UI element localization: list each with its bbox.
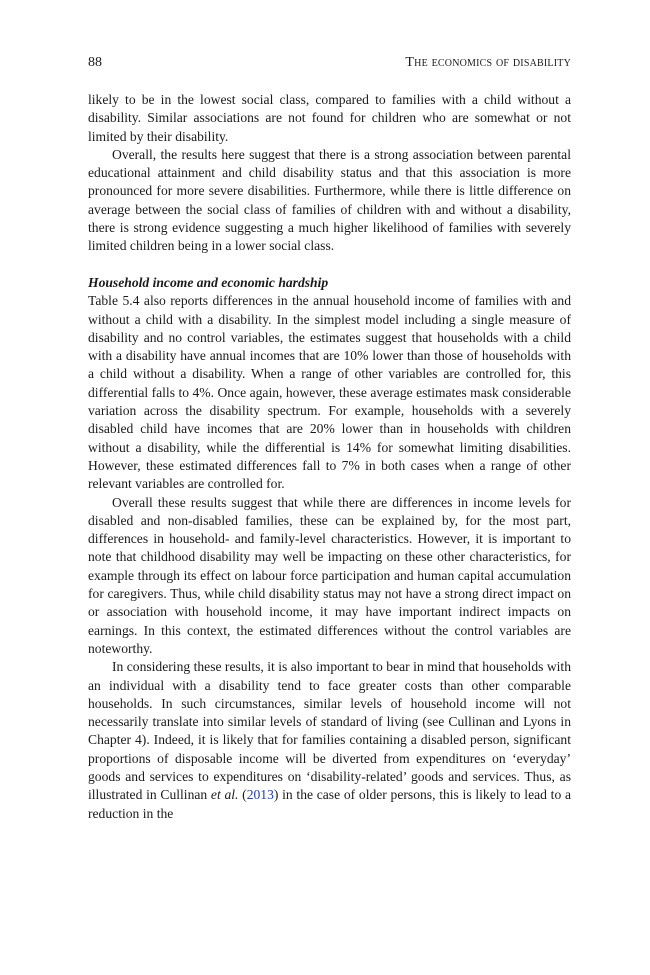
page-number: 88 xyxy=(88,55,102,70)
et-al-text: et al. xyxy=(210,787,239,803)
paragraph-5 xyxy=(88,658,571,823)
body-text xyxy=(88,91,571,823)
paragraph-1: likely to be in the lowest social class, compared to families with a child without a disability. Similar associations are not found for children who are somewhat or not limited by their disability. xyxy=(88,92,571,144)
citation-link-2013[interactable]: 2013 xyxy=(246,787,274,803)
running-head xyxy=(88,55,571,75)
paragraph-2: Overall, the results here suggest that there is a strong association between parental educational attainment and child disability status and that this association is more pronounced for more severe disabilities. Furthermore, while there is little difference on average between the social class of families of children with and without a disability, there is strong evidence suggesting a much higher likelihood of families with severely limited children being in a lower social class. xyxy=(88,146,571,254)
paragraph-3: Table 5.4 also reports differences in the annual household income of families with and without a child with a disability. In the simplest model including a single measure of disability and no control variables, the estimates suggest that households with a child with a disability have annual incomes that are 10% lower than those of households with a child without a disability. When a range of other variables are controlled for, this differential falls to 4%. Once again, however, these average estimates mask considerable variation across the disability spectrum. For example, households with a severely disabled child have incomes that are 20% lower than in households with children without a disability, while the differential is 14% for somewhat limiting disabilities. However, these estimated differences fall to 7% in both cases when a range of other relevant variables are controlled for. xyxy=(88,293,571,492)
paragraph-5-paren: ( xyxy=(238,787,247,803)
paragraph-5-text-start: In considering these results, it is also important to bear in mind that households with an individual with a disability tend to face greater costs than other comparable households. In such circumstances, similar levels of household income will not necessarily translate into similar levels of standard of living (see Cullinan and Lyons in Chapter 4). Indeed, it is likely that for families containing a disabled person, significant proportions of disposable income will be diverted from expenditures on ‘everyday’ goods and services to expenditures on ‘disability-related’ goods and services. Thus, as illustrated in Cullinan xyxy=(88,659,571,803)
paragraph-4: Overall these results suggest that while there are differences in income levels for disabled and non-disabled families, these can be explained by, for the most part, differences in household- and family-level characteristics. However, it is important to note that childhood disability may well be impacting on these other characteristics, for example through its effect on labour force participation and human capital accumulation for caregivers. Thus, while child disability status may not have a strong direct impact on or association with household income, it may have important indirect impacts on earnings. In this context, the estimated differences without the control variables are noteworthy. xyxy=(88,494,571,656)
running-title: The economics of disability xyxy=(405,55,571,70)
paragraph-5-text-end: ) in the case of older persons, this is likely to lead to a reduction in the xyxy=(88,787,571,821)
section-subheading: Household income and economic hardship xyxy=(88,274,329,290)
